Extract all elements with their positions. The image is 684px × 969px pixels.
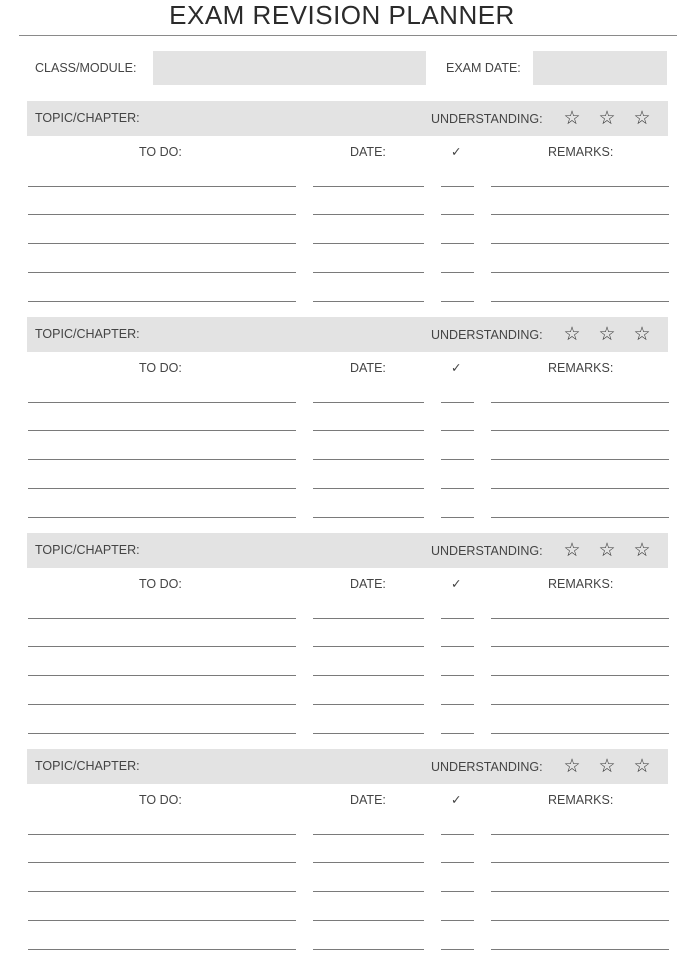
remarks-line[interactable]: [491, 402, 669, 403]
check-line[interactable]: [441, 517, 474, 518]
todo-line[interactable]: [28, 733, 296, 734]
date-line[interactable]: [313, 862, 424, 863]
date-line[interactable]: [313, 834, 424, 835]
understanding-label: UNDERSTANDING:: [431, 544, 543, 558]
check-line[interactable]: [441, 186, 474, 187]
checkmark-icon: ✓: [451, 577, 462, 591]
check-line[interactable]: [441, 646, 474, 647]
todo-line[interactable]: [28, 920, 296, 921]
date-line[interactable]: [313, 301, 424, 302]
date-header: DATE:: [350, 145, 386, 159]
topic-chapter-label: TOPIC/CHAPTER:: [35, 111, 140, 125]
remarks-line[interactable]: [491, 272, 669, 273]
title-divider: [19, 35, 677, 36]
checkmark-icon: ✓: [451, 145, 462, 159]
star-outline-icon[interactable]: ☆: [633, 324, 651, 345]
date-line[interactable]: [313, 891, 424, 892]
remarks-line[interactable]: [491, 733, 669, 734]
check-line[interactable]: [441, 733, 474, 734]
todo-header: TO DO:: [139, 145, 182, 159]
star-outline-icon[interactable]: ☆: [598, 756, 616, 777]
star-outline-icon[interactable]: ☆: [633, 108, 651, 129]
topic-section: [0, 317, 684, 533]
understanding-label: UNDERSTANDING:: [431, 112, 543, 126]
check-line[interactable]: [441, 402, 474, 403]
remarks-line[interactable]: [491, 704, 669, 705]
check-line[interactable]: [441, 920, 474, 921]
todo-line[interactable]: [28, 834, 296, 835]
check-line[interactable]: [441, 704, 474, 705]
todo-header: TO DO:: [139, 361, 182, 375]
check-line[interactable]: [441, 243, 474, 244]
todo-line[interactable]: [28, 862, 296, 863]
todo-line[interactable]: [28, 459, 296, 460]
date-line[interactable]: [313, 459, 424, 460]
todo-line[interactable]: [28, 949, 296, 950]
todo-header: TO DO:: [139, 577, 182, 591]
date-line[interactable]: [313, 186, 424, 187]
remarks-line[interactable]: [491, 949, 669, 950]
star-outline-icon[interactable]: ☆: [598, 108, 616, 129]
remarks-line[interactable]: [491, 243, 669, 244]
check-line[interactable]: [441, 862, 474, 863]
star-outline-icon[interactable]: ☆: [563, 108, 581, 129]
check-line[interactable]: [441, 301, 474, 302]
star-outline-icon[interactable]: ☆: [563, 756, 581, 777]
class-module-field[interactable]: [153, 51, 426, 85]
date-line[interactable]: [313, 430, 424, 431]
date-line[interactable]: [313, 920, 424, 921]
check-line[interactable]: [441, 272, 474, 273]
date-header: DATE:: [350, 793, 386, 807]
date-line[interactable]: [313, 704, 424, 705]
todo-line[interactable]: [28, 618, 296, 619]
check-line[interactable]: [441, 430, 474, 431]
page-title: EXAM REVISION PLANNER: [169, 0, 515, 30]
date-line[interactable]: [313, 402, 424, 403]
star-outline-icon[interactable]: ☆: [563, 324, 581, 345]
star-outline-icon[interactable]: ☆: [633, 540, 651, 561]
date-line[interactable]: [313, 675, 424, 676]
todo-line[interactable]: [28, 891, 296, 892]
remarks-line[interactable]: [491, 459, 669, 460]
topic-chapter-label: TOPIC/CHAPTER:: [35, 543, 140, 557]
class-module-label: CLASS/MODULE:: [35, 61, 137, 75]
check-line[interactable]: [441, 891, 474, 892]
date-line[interactable]: [313, 214, 424, 215]
date-line[interactable]: [313, 733, 424, 734]
star-outline-icon[interactable]: ☆: [598, 540, 616, 561]
remarks-line[interactable]: [491, 646, 669, 647]
remarks-line[interactable]: [491, 891, 669, 892]
topic-section: [0, 533, 684, 749]
todo-line[interactable]: [28, 301, 296, 302]
remarks-line[interactable]: [491, 862, 669, 863]
remarks-line[interactable]: [491, 186, 669, 187]
star-outline-icon[interactable]: ☆: [633, 756, 651, 777]
todo-line[interactable]: [28, 488, 296, 489]
check-line[interactable]: [441, 214, 474, 215]
topic-chapter-label: TOPIC/CHAPTER:: [35, 327, 140, 341]
check-line[interactable]: [441, 488, 474, 489]
understanding-label: UNDERSTANDING:: [431, 328, 543, 342]
todo-line[interactable]: [28, 646, 296, 647]
todo-line[interactable]: [28, 272, 296, 273]
topic-section: [0, 749, 684, 965]
star-outline-icon[interactable]: ☆: [563, 540, 581, 561]
remarks-line[interactable]: [491, 517, 669, 518]
check-line[interactable]: [441, 675, 474, 676]
todo-line[interactable]: [28, 214, 296, 215]
check-line[interactable]: [441, 459, 474, 460]
todo-line[interactable]: [28, 243, 296, 244]
remarks-line[interactable]: [491, 618, 669, 619]
remarks-line[interactable]: [491, 301, 669, 302]
remarks-line[interactable]: [491, 834, 669, 835]
date-line[interactable]: [313, 646, 424, 647]
todo-line[interactable]: [28, 402, 296, 403]
todo-line[interactable]: [28, 704, 296, 705]
date-header: DATE:: [350, 577, 386, 591]
todo-line[interactable]: [28, 675, 296, 676]
star-outline-icon[interactable]: ☆: [598, 324, 616, 345]
remarks-header: REMARKS:: [548, 793, 614, 807]
understanding-label: UNDERSTANDING:: [431, 760, 543, 774]
remarks-header: REMARKS:: [548, 577, 614, 591]
remarks-line[interactable]: [491, 214, 669, 215]
remarks-header: REMARKS:: [548, 361, 614, 375]
date-line[interactable]: [313, 949, 424, 950]
exam-date-field[interactable]: [533, 51, 667, 85]
date-line[interactable]: [313, 272, 424, 273]
todo-line[interactable]: [28, 430, 296, 431]
check-line[interactable]: [441, 834, 474, 835]
todo-line[interactable]: [28, 517, 296, 518]
remarks-line[interactable]: [491, 488, 669, 489]
date-line[interactable]: [313, 488, 424, 489]
todo-line[interactable]: [28, 186, 296, 187]
date-line[interactable]: [313, 618, 424, 619]
remarks-line[interactable]: [491, 675, 669, 676]
date-line[interactable]: [313, 243, 424, 244]
date-line[interactable]: [313, 517, 424, 518]
checkmark-icon: ✓: [451, 793, 462, 807]
check-line[interactable]: [441, 949, 474, 950]
remarks-line[interactable]: [491, 430, 669, 431]
checkmark-icon: ✓: [451, 361, 462, 375]
todo-header: TO DO:: [139, 793, 182, 807]
check-line[interactable]: [441, 618, 474, 619]
topic-chapter-label: TOPIC/CHAPTER:: [35, 759, 140, 773]
topic-section: [0, 101, 684, 317]
date-header: DATE:: [350, 361, 386, 375]
remarks-header: REMARKS:: [548, 145, 614, 159]
remarks-line[interactable]: [491, 920, 669, 921]
exam-date-label: EXAM DATE:: [446, 61, 521, 75]
